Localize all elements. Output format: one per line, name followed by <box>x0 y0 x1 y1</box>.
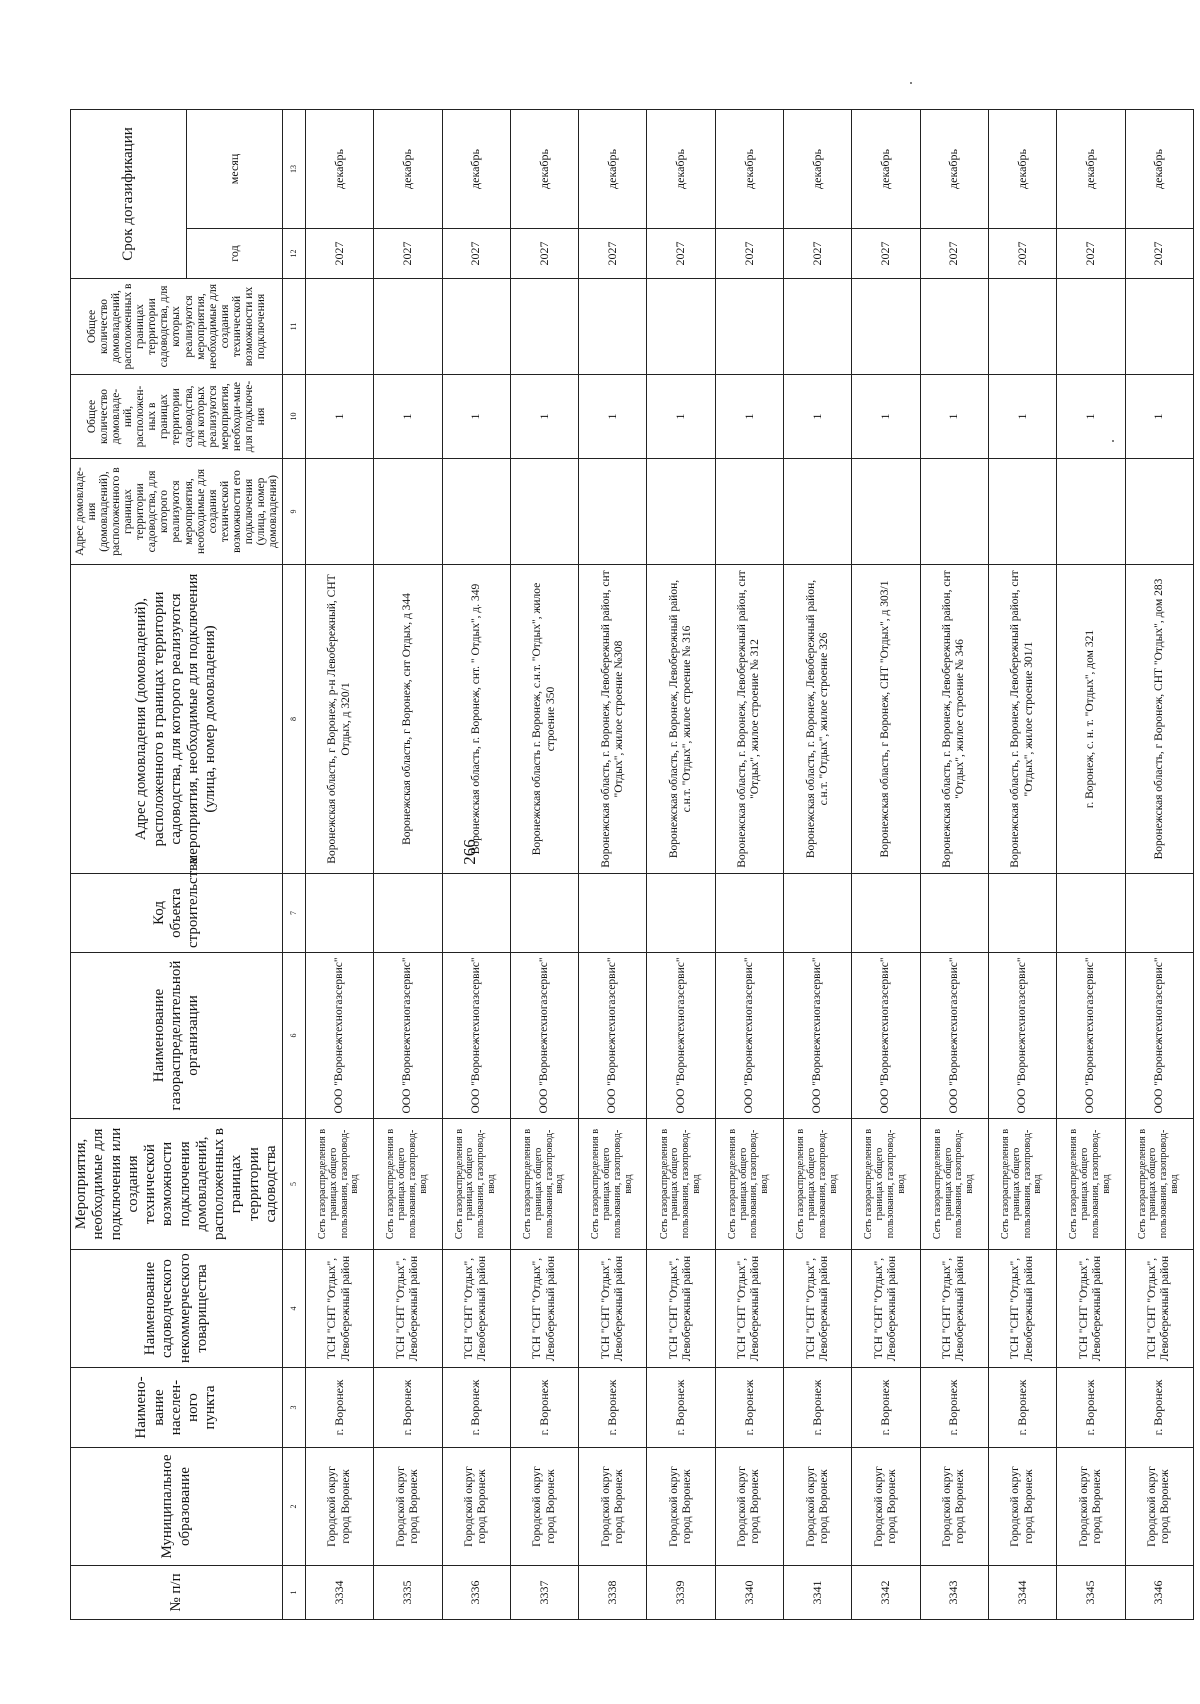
cell-count-tech <box>442 279 510 375</box>
column-number: 12 <box>283 229 306 279</box>
cell-month: декабрь <box>510 109 578 228</box>
column-number: 10 <box>283 375 306 459</box>
cell-address: Воронежская область, г Воронеж, СНТ "Отдых", д 303/1 <box>852 565 920 874</box>
cell-municipality: Городской округ город Воронеж <box>374 1448 442 1566</box>
column-number: 9 <box>283 459 306 565</box>
column-number: 5 <box>283 1119 306 1250</box>
cell-activity: Сеть газораспределения в границах общего пользования, газопровод-ввод <box>510 1119 578 1250</box>
cell-address-tech <box>374 459 442 565</box>
header-year: год <box>187 229 283 279</box>
cell-month: декабрь <box>1125 109 1193 228</box>
cell-code <box>715 874 783 953</box>
header-gas-org: Наименование газораспределительной организации <box>71 953 283 1119</box>
cell-year: 2027 <box>852 229 920 279</box>
cell-month: декабрь <box>715 109 783 228</box>
cell-num: 3335 <box>374 1566 442 1620</box>
cell-activity: Сеть газораспределения в границах общего пользования, газопровод-ввод <box>579 1119 647 1250</box>
column-number: 13 <box>283 109 306 228</box>
cell-count: 1 <box>442 375 510 459</box>
cell-address: Воронежская область, г. Воронеж, Левобережный район, снт "Отдых", жилое строение № 312 <box>715 565 783 874</box>
cell-org: ООО "Воронежтехногазсервис" <box>920 953 988 1119</box>
cell-settlement: г. Воронеж <box>1125 1368 1193 1448</box>
cell-municipality: Городской округ город Воронеж <box>442 1448 510 1566</box>
cell-activity: Сеть газораспределения в границах общего пользования, газопровод-ввод <box>647 1119 715 1250</box>
header-activities: Мероприятия, необходимые для подключения или создания технической возможности подключения домовладений, расположенных в границах территории садоводства <box>71 1119 283 1250</box>
cell-address: Воронежская область, г. Воронеж, Левобережный район, с.н.т. "Отдых", жилое строение № 316 <box>647 565 715 874</box>
cell-activity: Сеть газораспределения в границах общего пользования, газопровод-ввод <box>988 1119 1056 1250</box>
cell-year: 2027 <box>442 229 510 279</box>
cell-count-tech <box>715 279 783 375</box>
cell-month: декабрь <box>442 109 510 228</box>
cell-code <box>442 874 510 953</box>
cell-count: 1 <box>1057 375 1125 459</box>
cell-org: ООО "Воронежтехногазсервис" <box>510 953 578 1119</box>
header-settlement: Наимено-вание населен-ного пункта <box>71 1368 283 1448</box>
cell-num: 3346 <box>1125 1566 1193 1620</box>
cell-num: 3342 <box>852 1566 920 1620</box>
header-row <box>71 109 187 1619</box>
cell-code <box>920 874 988 953</box>
rotated-page <box>70 110 1181 1620</box>
header-count-connect: Общее количество домовладе-ний, расположен-ных в границах территории садоводства, для которых реализуются мероприятия, необходи-мые для подключе-ния <box>71 375 283 459</box>
cell-settlement: г. Воронеж <box>715 1368 783 1448</box>
cell-year: 2027 <box>988 229 1056 279</box>
cell-count-tech <box>852 279 920 375</box>
cell-tsn: ТСН "СНТ "Отдых", Левобережный район <box>374 1250 442 1368</box>
table-row <box>647 109 715 1619</box>
cell-count-tech <box>510 279 578 375</box>
cell-count: 1 <box>647 375 715 459</box>
header-count-tech: Общее количество домовладений, расположенных в границах территории садоводства, для которых реализуются мероприятия, необходимые для создания технической возможности их подключения <box>71 279 283 375</box>
cell-municipality: Городской округ город Воронеж <box>306 1448 374 1566</box>
cell-code <box>374 874 442 953</box>
table-row <box>442 109 510 1619</box>
cell-org: ООО "Воронежтехногазсервис" <box>647 953 715 1119</box>
cell-municipality: Городской округ город Воронеж <box>579 1448 647 1566</box>
cell-tsn: ТСН "СНТ "Отдых", Левобережный район <box>306 1250 374 1368</box>
column-number: 3 <box>283 1368 306 1448</box>
cell-settlement: г. Воронеж <box>852 1368 920 1448</box>
cell-count: 1 <box>784 375 852 459</box>
cell-address-tech <box>715 459 783 565</box>
cell-count: 1 <box>510 375 578 459</box>
column-number: 4 <box>283 1250 306 1368</box>
column-number: 7 <box>283 874 306 953</box>
cell-municipality: Городской округ город Воронеж <box>784 1448 852 1566</box>
cell-count-tech <box>920 279 988 375</box>
cell-address: Воронежская область г. Воронеж, с.н.т. "Отдых", жилое строение 350 <box>510 565 578 874</box>
cell-tsn: ТСН "СНТ "Отдых", Левобережный район <box>784 1250 852 1368</box>
table-row <box>784 109 852 1619</box>
cell-settlement: г. Воронеж <box>306 1368 374 1448</box>
column-number: 8 <box>283 565 306 874</box>
header-deadline: Срок догазификации <box>71 109 187 278</box>
cell-address-tech <box>852 459 920 565</box>
cell-num: 3341 <box>784 1566 852 1620</box>
cell-month: декабрь <box>306 109 374 228</box>
cell-count: 1 <box>579 375 647 459</box>
table-row <box>1057 109 1125 1619</box>
table-row <box>852 109 920 1619</box>
cell-count: 1 <box>306 375 374 459</box>
cell-address-tech <box>784 459 852 565</box>
cell-address: Воронежская область, г Воронеж, р-н Левобережный, СНТ Отдых, д 320/1 <box>306 565 374 874</box>
cell-municipality: Городской округ город Воронеж <box>1057 1448 1125 1566</box>
cell-year: 2027 <box>510 229 578 279</box>
cell-settlement: г. Воронеж <box>579 1368 647 1448</box>
cell-month: декабрь <box>579 109 647 228</box>
cell-count-tech <box>579 279 647 375</box>
cell-tsn: ТСН "СНТ "Отдых", Левобережный район <box>715 1250 783 1368</box>
cell-num: 3339 <box>647 1566 715 1620</box>
cell-org: ООО "Воронежтехногазсервис" <box>784 953 852 1119</box>
degasification-table <box>70 109 1194 1620</box>
page-number: 266 <box>460 839 479 865</box>
cell-count-tech <box>1057 279 1125 375</box>
cell-activity: Сеть газораспределения в границах общего пользования, газопровод-ввод <box>920 1119 988 1250</box>
cell-org: ООО "Воронежтехногазсервис" <box>715 953 783 1119</box>
cell-tsn: ТСН "СНТ "Отдых", Левобережный район <box>579 1250 647 1368</box>
cell-address: Воронежская область, г. Воронеж, Левобережный район, снт "Отдых", жилое строение №308 <box>579 565 647 874</box>
header-object-code: Код объекта строительства <box>71 874 283 953</box>
cell-num: 3337 <box>510 1566 578 1620</box>
table-row <box>579 109 647 1619</box>
cell-year: 2027 <box>579 229 647 279</box>
cell-municipality: Городской округ город Воронеж <box>715 1448 783 1566</box>
table-body <box>306 109 1194 1619</box>
cell-activity: Сеть газораспределения в границах общего пользования, газопровод-ввод <box>1125 1119 1193 1250</box>
cell-municipality: Городской округ город Воронеж <box>647 1448 715 1566</box>
cell-address: Воронежская область, г. Воронеж, снт. " Отдых", д. 349 <box>442 565 510 874</box>
cell-org: ООО "Воронежтехногазсервис" <box>988 953 1056 1119</box>
cell-municipality: Городской округ город Воронеж <box>510 1448 578 1566</box>
cell-tsn: ТСН "СНТ "Отдых", Левобережный район <box>988 1250 1056 1368</box>
column-number: 1 <box>283 1566 306 1620</box>
table-row <box>374 109 442 1619</box>
cell-count: 1 <box>988 375 1056 459</box>
cell-address-tech <box>510 459 578 565</box>
cell-org: ООО "Воронежтехногазсервис" <box>306 953 374 1119</box>
cell-tsn: ТСН "СНТ "Отдых", Левобережный район <box>920 1250 988 1368</box>
cell-count-tech <box>374 279 442 375</box>
cell-count: 1 <box>920 375 988 459</box>
cell-month: декабрь <box>647 109 715 228</box>
cell-address-tech <box>442 459 510 565</box>
cell-count-tech <box>1125 279 1193 375</box>
cell-tsn: ТСН "СНТ "Отдых", Левобережный район <box>442 1250 510 1368</box>
cell-num: 3344 <box>988 1566 1056 1620</box>
table-row <box>715 109 783 1619</box>
cell-settlement: г. Воронеж <box>510 1368 578 1448</box>
cell-org: ООО "Воронежтехногазсервис" <box>1057 953 1125 1119</box>
cell-settlement: г. Воронеж <box>1057 1368 1125 1448</box>
cell-year: 2027 <box>374 229 442 279</box>
cell-org: ООО "Воронежтехногазсервис" <box>374 953 442 1119</box>
cell-month: декабрь <box>988 109 1056 228</box>
cell-month: декабрь <box>374 109 442 228</box>
cell-settlement: г. Воронеж <box>920 1368 988 1448</box>
cell-num: 3338 <box>579 1566 647 1620</box>
header-tsn-name: Наименование садоводческого некоммерческого товарищества <box>71 1250 283 1368</box>
cell-year: 2027 <box>920 229 988 279</box>
scan-speck <box>910 82 912 84</box>
cell-municipality: Городской округ город Воронеж <box>988 1448 1056 1566</box>
cell-code <box>647 874 715 953</box>
cell-code <box>784 874 852 953</box>
cell-code <box>510 874 578 953</box>
cell-org: ООО "Воронежтехногазсервис" <box>852 953 920 1119</box>
cell-month: декабрь <box>852 109 920 228</box>
document-area <box>70 110 1181 1620</box>
cell-activity: Сеть газораспределения в границах общего пользования, газопровод-ввод <box>374 1119 442 1250</box>
cell-num: 3336 <box>442 1566 510 1620</box>
cell-num: 3334 <box>306 1566 374 1620</box>
cell-tsn: ТСН "СНТ "Отдых", Левобережный район <box>647 1250 715 1368</box>
column-number: 2 <box>283 1448 306 1566</box>
cell-month: декабрь <box>784 109 852 228</box>
cell-year: 2027 <box>784 229 852 279</box>
cell-address-tech <box>579 459 647 565</box>
cell-year: 2027 <box>1057 229 1125 279</box>
cell-count: 1 <box>374 375 442 459</box>
cell-address: Воронежская область, г. Воронеж, Левобережный район, снт "Отдых", жилое строение № 346 <box>920 565 988 874</box>
table-row <box>988 109 1056 1619</box>
header-num: № п/п <box>71 1566 283 1620</box>
cell-count: 1 <box>1125 375 1193 459</box>
cell-count-tech <box>306 279 374 375</box>
cell-address-tech <box>306 459 374 565</box>
cell-year: 2027 <box>715 229 783 279</box>
cell-address: Воронежская область, г Воронеж, СНТ "Отдых", дом 283 <box>1125 565 1193 874</box>
cell-code <box>1057 874 1125 953</box>
cell-settlement: г. Воронеж <box>647 1368 715 1448</box>
header-address-tech: Адрес домовладе-ния (домовладений), расположенного в границах территории садоводства, для которого реализуются мероприятия, необходимые для создания технической возможности его подключения (улица, номер домовладения) <box>71 459 283 565</box>
table-row <box>1125 109 1193 1619</box>
cell-count: 1 <box>715 375 783 459</box>
cell-activity: Сеть газораспределения в границах общего пользования, газопровод-ввод <box>784 1119 852 1250</box>
cell-month: декабрь <box>1057 109 1125 228</box>
cell-count-tech <box>784 279 852 375</box>
cell-address-tech <box>920 459 988 565</box>
cell-address-tech <box>1125 459 1193 565</box>
cell-tsn: ТСН "СНТ "Отдых", Левобережный район <box>1057 1250 1125 1368</box>
cell-municipality: Городской округ город Воронеж <box>852 1448 920 1566</box>
column-number: 6 <box>283 953 306 1119</box>
table-row <box>510 109 578 1619</box>
cell-org: ООО "Воронежтехногазсервис" <box>442 953 510 1119</box>
table-row <box>306 109 374 1619</box>
column-number-row <box>283 109 306 1619</box>
cell-municipality: Городской округ город Воронеж <box>1125 1448 1193 1566</box>
cell-activity: Сеть газораспределения в границах общего пользования, газопровод-ввод <box>852 1119 920 1250</box>
header-address: Адрес домовладения (домовладений), расположенного в границах территории садоводства, для которого реализуются мероприятия, необходимые для подключения (улица, номер домовладения) <box>71 565 283 874</box>
cell-code <box>306 874 374 953</box>
cell-org: ООО "Воронежтехногазсервис" <box>1125 953 1193 1119</box>
cell-tsn: ТСН "СНТ "Отдых", Левобережный район <box>1125 1250 1193 1368</box>
header-municipality: Муниципальное образование <box>71 1448 283 1566</box>
cell-municipality: Городской округ город Воронеж <box>920 1448 988 1566</box>
cell-count: 1 <box>852 375 920 459</box>
header-month: месяц <box>187 109 283 228</box>
cell-num: 3343 <box>920 1566 988 1620</box>
cell-address-tech <box>988 459 1056 565</box>
cell-year: 2027 <box>306 229 374 279</box>
table-row <box>920 109 988 1619</box>
cell-activity: Сеть газораспределения в границах общего пользования, газопровод-ввод <box>715 1119 783 1250</box>
cell-code <box>1125 874 1193 953</box>
cell-settlement: г. Воронеж <box>784 1368 852 1448</box>
cell-num: 3345 <box>1057 1566 1125 1620</box>
cell-address-tech <box>1057 459 1125 565</box>
cell-count-tech <box>988 279 1056 375</box>
cell-activity: Сеть газораспределения в границах общего пользования, газопровод-ввод <box>1057 1119 1125 1250</box>
cell-address: Воронежская область, г. Воронеж, Левобережный район, с.н.т. "Отдых", жилое строение 326 <box>784 565 852 874</box>
cell-activity: Сеть газораспределения в границах общего пользования, газопровод-ввод <box>442 1119 510 1250</box>
cell-year: 2027 <box>1125 229 1193 279</box>
cell-address-tech <box>647 459 715 565</box>
cell-org: ООО "Воронежтехногазсервис" <box>579 953 647 1119</box>
cell-address: Воронежская область, г Воронеж, снт Отдых, д 344 <box>374 565 442 874</box>
cell-settlement: г. Воронеж <box>442 1368 510 1448</box>
cell-address: Воронежская область, г. Воронеж, Левобережный район, снт "Отдых", жилое строение 301/1 <box>988 565 1056 874</box>
cell-activity: Сеть газораспределения в границах общего пользования, газопровод-ввод <box>306 1119 374 1250</box>
cell-address: г. Воронеж, с. н. т. "Отдых", дом 321 <box>1057 565 1125 874</box>
column-number: 11 <box>283 279 306 375</box>
cell-year: 2027 <box>647 229 715 279</box>
cell-tsn: ТСН "СНТ "Отдых", Левобережный район <box>852 1250 920 1368</box>
cell-settlement: г. Воронеж <box>988 1368 1056 1448</box>
cell-code <box>988 874 1056 953</box>
cell-code <box>852 874 920 953</box>
cell-month: декабрь <box>920 109 988 228</box>
cell-count-tech <box>647 279 715 375</box>
cell-tsn: ТСН "СНТ "Отдых", Левобережный район <box>510 1250 578 1368</box>
cell-num: 3340 <box>715 1566 783 1620</box>
cell-code <box>579 874 647 953</box>
cell-settlement: г. Воронеж <box>374 1368 442 1448</box>
